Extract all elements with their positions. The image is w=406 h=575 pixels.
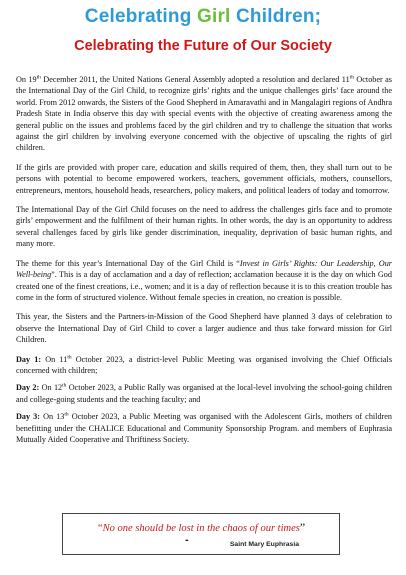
day-item-2 (16, 382, 392, 405)
quote-attribution: Saint Mary Euphrasia (229, 541, 299, 548)
title-part-girl: Girl (197, 6, 237, 27)
title-part-children: Children; (236, 6, 322, 27)
day-label: Day 2: (16, 383, 40, 393)
day-text-pre: On 13 (40, 412, 65, 422)
day-sup: th (64, 411, 69, 418)
p1-sup-2: th (349, 74, 354, 81)
paragraph-intro (16, 74, 392, 154)
day-label: Day 1: (16, 354, 42, 364)
day-label: Day 3: (16, 412, 40, 422)
attribution-dash: - (185, 534, 189, 546)
p4-text-a: The theme for this year’s International Day of the Girl Child is “ (16, 258, 240, 268)
day-text-post: October 2023, a Public Rally was organised at the local-level involving the school-going children and college-going students and the teaching faculty; and (16, 383, 393, 404)
quote-close-mark: ” (299, 520, 306, 534)
paragraph-potential: If the girls are provided with proper care, education and skills required of them, then, they shall turn out to be persons with potential to become empowered workers, teachers, government officials, mothers, counsellors, entrepreneurs, mentors, household heads, researchers, policy makers, and political leaders of today and tomorrow. (16, 162, 392, 195)
day-sup: th (62, 382, 67, 389)
page-title (0, 6, 406, 28)
day-text-pre: On 11 (41, 354, 68, 364)
theme-text: Invest in Girls’ Rights: Our Leadership, Our Well-being (16, 258, 392, 280)
p4-text-b: ”. This is a day of acclamation and a day of reflection; acclamation because it is the day on which God created one of the finest creations, i.e., women; and it is a day of reflection because it is to this creation trouble has come in the form of structured violence. Without female species in creation, no creation is possible. (16, 270, 392, 302)
article-body (16, 74, 392, 451)
quote-text: “No one should be lost in the chaos of our times (96, 523, 300, 534)
p1-text-b: December 2011, the United Nations General Assembly adopted a resolution and declared 11 (40, 75, 350, 84)
p1-text-c: October as the International Day of the Girl Child, to recognize girls’ rights and the unique challenges girls’ face around the world. From 2012 onwards, the Sisters of the Good Shepherd in Amaravathi and in Mangalagiri regions of Andhra Pradesh State in India observe this day with special events with the objective of creating awareness among the general public on the issues and problems faced by the girl children and try to challenge the situation that works against the girl children by involving everyone concerned with the objective of upscaling the rights of girl children. (16, 75, 392, 153)
day-text-post: October 2023, a district-level Public Meeting was organised involving the Chief Officials concerned with children; (16, 354, 393, 375)
day-sup: th (67, 353, 72, 360)
paragraph-focus: The International Day of the Girl Child focuses on the need to address the challenges girls face and to promote girls’ empowerment and the fulfilment of their human rights. In other words, the day is an opportunity to address several challenges faced by girls like gender discrimination, inequality, deprivation of basic human rights, and many more. (16, 205, 392, 249)
day-text-post: October 2023, a Public Meeting was organised with the Adolescent Girls, mothers of children benefitting under the CHALICE Educational and Community Sponsorship Program. and members of Euphrasia Mutually Aided Cooperative and Thriftiness Society. (16, 412, 393, 444)
day-item-3 (16, 411, 392, 445)
paragraph-celebration: This year, the Sisters and the Partners-in-Mission of the Good Shepherd have planned 3 days of celebration to observe the International Day of Girl Child to cover a larger audience and thus take forward mission for Girl Children. (16, 312, 392, 345)
day-item-1 (16, 354, 392, 377)
page-subtitle: Celebrating the Future of Our Society (74, 38, 332, 54)
title-part-celebrating: Celebrating (84, 6, 197, 27)
paragraph-theme (16, 258, 392, 304)
p1-sup-1: th (36, 74, 41, 81)
quote-box (62, 513, 340, 555)
p1-text-a: On 19 (16, 75, 37, 84)
day-text-pre: On 12 (39, 383, 63, 393)
quote-line (63, 520, 339, 535)
